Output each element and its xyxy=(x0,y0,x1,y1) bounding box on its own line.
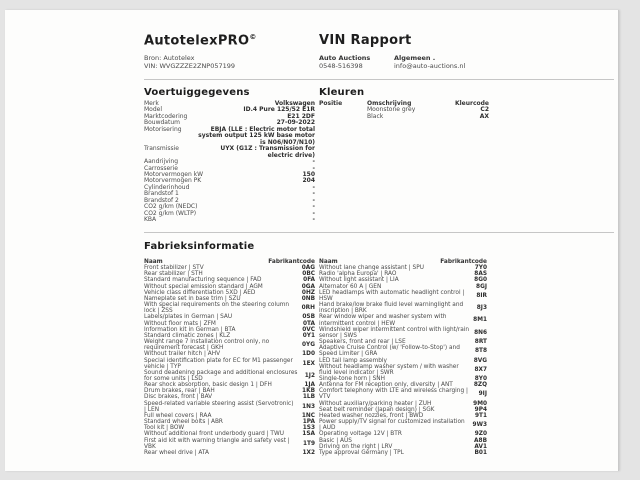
factory-item-code: 9T1 xyxy=(474,412,487,419)
factory-row xyxy=(319,290,487,302)
factory-rows xyxy=(144,265,315,456)
section-divider xyxy=(144,232,614,233)
field-value: UYX (G1Z : Transmission for electric drive) xyxy=(220,145,315,159)
field-value: 150 xyxy=(302,170,315,178)
field-label: KBA xyxy=(144,216,157,224)
field-label: Marktcodering xyxy=(144,112,188,120)
contact-block xyxy=(394,54,465,70)
factory-item-name: Weight range 7 installation control only, no requirement forecast | GKH xyxy=(144,339,270,352)
factory-item-name: Driving on the right | LRV xyxy=(319,443,393,450)
colors-table xyxy=(319,101,489,120)
factory-item-name: Rear shock absorption, basic design 1 | DFH xyxy=(144,382,272,389)
field-label: Transmissie xyxy=(144,145,179,153)
factory-item-code: 1D0 xyxy=(302,351,315,358)
page-title: VIN Rapport xyxy=(319,33,412,48)
factory-row xyxy=(144,339,315,351)
field-value: - xyxy=(312,158,315,166)
factory-header-naam: Naam xyxy=(319,259,338,265)
factory-item-code: 0SB xyxy=(302,314,315,321)
field-value: 27-09-2022 xyxy=(276,119,315,127)
factory-item-name: Comfort telephony with LTE and wireless charging | VTV xyxy=(319,388,468,401)
field-label: Merk xyxy=(144,100,159,107)
factory-row xyxy=(319,302,487,314)
company-name: Auto Auctions xyxy=(319,54,371,62)
factory-item-code: 8Y0 xyxy=(474,375,487,382)
factory-item-code: 1EX xyxy=(302,360,315,367)
factory-item-code: 1LB xyxy=(302,394,315,401)
field-label: Carrosserie xyxy=(144,164,179,172)
factory-item-code: 9W3 xyxy=(472,422,487,429)
factory-item-name: Sound deadening package and additional enclosures for some units | LSD xyxy=(144,369,298,382)
factory-item-code: 8T8 xyxy=(474,348,487,355)
colors-header-positie: Positie xyxy=(319,100,343,107)
factory-row xyxy=(144,302,315,314)
field-value: - xyxy=(312,190,315,198)
vehicle-data-table xyxy=(144,101,315,224)
factory-row xyxy=(144,401,315,413)
factory-row xyxy=(319,327,487,339)
factory-item-name: Without special emission standard | AGM xyxy=(144,283,263,290)
factory-item-code: 8G0 xyxy=(474,277,487,284)
factory-item-name: Radio 'alpha Europa' | RAO xyxy=(319,271,397,278)
factory-item-name: LED tail lamp assembly xyxy=(319,357,387,364)
factory-header-code: Fabrikantcode xyxy=(440,259,487,265)
factory-item-code: 8IR xyxy=(476,292,487,299)
factory-rows xyxy=(319,265,487,456)
factory-item-name: Special identification plate for EC for M1 passenger vehicle | TYP xyxy=(144,357,293,370)
factory-item-code: 8M1 xyxy=(473,317,487,324)
field-value: ID.4 Pure 125/52 E1R xyxy=(243,106,315,114)
colors-rows xyxy=(319,107,489,120)
report-page xyxy=(5,10,619,471)
factory-row xyxy=(319,314,487,326)
factory-item-name: Heated washer nozzles, front | BWD xyxy=(319,412,424,419)
field-value: - xyxy=(312,203,315,211)
factory-item-code: 1X2 xyxy=(302,449,315,456)
factory-item-code: 1S3 xyxy=(302,425,315,432)
factory-item-code: 9P4 xyxy=(474,406,487,413)
factory-item-code: 0FA xyxy=(303,277,315,284)
source-block xyxy=(144,54,235,70)
color-kleurcode: AX xyxy=(479,112,489,120)
factory-item-code: 8X7 xyxy=(474,366,487,373)
factory-row xyxy=(144,450,315,456)
factory-item-name: Without lane change assistant | SPU xyxy=(319,265,424,272)
company-phone: 0548-516398 xyxy=(319,62,363,70)
section-title-factory: Fabrieksinformatie xyxy=(144,241,255,252)
factory-item-code: 1J2 xyxy=(304,372,315,379)
factory-item-name: With special requirements on the steering column lock | ZSS xyxy=(144,302,290,315)
factory-item-name: Rear wheel drive | ATA xyxy=(144,449,209,456)
factory-item-name: Antenna for FM reception only, diversity | ANT xyxy=(319,382,453,389)
factory-item-name: Type approval Germany | TPL xyxy=(319,449,404,456)
field-label: Cylinderinhoud xyxy=(144,183,190,191)
header-divider xyxy=(144,79,614,80)
field-label: Aandrijving xyxy=(144,158,179,166)
factory-item-name: Seat belt reminder (Japan design) | SGK xyxy=(319,406,435,413)
factory-item-name: First aid kit with warning triangle and safety vest | VBK xyxy=(144,437,290,450)
vin-line: VIN: WVGZZZE2ZNP057199 xyxy=(144,62,236,70)
factory-item-name: Windshield wiper intermittent control with light/rain sensor | SWS xyxy=(319,326,470,339)
factory-item-code: 8N6 xyxy=(474,329,487,336)
factory-item-name: Standard manufacturing sequence | FAD xyxy=(144,277,262,284)
company-block xyxy=(319,54,370,70)
colors-header-omschrijving: Omschrijving xyxy=(367,100,412,107)
factory-item-name: LED headlamps with automatic headlight control | HSW xyxy=(319,289,465,302)
factory-item-code: 9M0 xyxy=(473,400,487,407)
factory-item-name: Standard wheel bolts | ABR xyxy=(144,419,223,426)
vehicle-data-row xyxy=(144,127,315,146)
section-title-vehicle: Voertuiggegevens xyxy=(144,87,250,98)
factory-item-code: 0GA xyxy=(301,283,315,290)
section-title-colors: Kleuren xyxy=(319,87,365,98)
factory-item-code: 0TA xyxy=(302,320,315,327)
factory-item-name: Standard climatic zones | KLZ xyxy=(144,332,231,339)
factory-item-code: 9Z0 xyxy=(474,431,487,438)
factory-table-left xyxy=(144,259,315,456)
field-label: Model xyxy=(144,106,163,114)
factory-item-code: 8VG xyxy=(473,357,487,364)
factory-item-name: Basic | AUS xyxy=(319,437,352,444)
factory-item-code: 1KB xyxy=(302,388,315,395)
field-label: Motorvermogen PK xyxy=(144,177,202,185)
factory-item-code: 0NB xyxy=(301,295,315,302)
factory-item-code: 1NC xyxy=(301,412,315,419)
factory-row xyxy=(144,370,315,382)
factory-item-name: Adaptive Cruise Control (w/ 'Follow-to-Stop') and Speed Limiter | GRA xyxy=(319,345,460,358)
factory-item-code: 8RT xyxy=(474,339,487,346)
brand-name: AutotelexPRO xyxy=(144,33,250,49)
factory-item-code: 0RH xyxy=(301,305,315,312)
factory-header-code: Fabrikantcode xyxy=(268,259,315,265)
color-row xyxy=(319,114,489,120)
factory-item-code: 0BC xyxy=(302,271,315,278)
factory-item-name: Drum brakes, rear | BAH xyxy=(144,388,215,395)
factory-item-name: Single-tone horn | SNH xyxy=(319,375,386,382)
factory-item-name: Hand brake/low brake fluid level warninglight and inscription | BRK xyxy=(319,302,464,315)
factory-row xyxy=(144,358,315,370)
field-value: 204 xyxy=(302,177,315,185)
factory-item-code: A8B xyxy=(474,437,487,444)
vehicle-data-row xyxy=(144,217,315,223)
factory-item-name: Without additional front underbody guard | TWU xyxy=(144,431,284,438)
factory-item-code: 0YG xyxy=(302,342,315,349)
field-value: - xyxy=(312,216,315,224)
field-value: Volkswagen xyxy=(274,100,315,107)
factory-item-name: Labels/plates in German | SAU xyxy=(144,314,233,321)
field-value: - xyxy=(312,164,315,172)
color-omschrijving: Moonstone grey xyxy=(367,106,416,114)
factory-row xyxy=(319,450,487,456)
factory-item-name: Power supply/TV signal for customized installation | AUD xyxy=(319,419,465,432)
factory-item-name: Tool kit | BOW xyxy=(144,425,185,432)
factory-item-name: Speakers, front and rear | LSE xyxy=(319,339,406,346)
factory-item-code: 7Y0 xyxy=(474,265,487,272)
field-value: - xyxy=(312,196,315,204)
color-kleurcode: C2 xyxy=(480,106,489,114)
factory-table-right xyxy=(319,259,487,456)
factory-item-code: 1SA xyxy=(302,431,315,438)
color-omschrijving: Black xyxy=(367,112,384,120)
factory-item-code: B01 xyxy=(474,449,487,456)
factory-item-code: AV1 xyxy=(474,443,487,450)
factory-item-name: Without trailer hitch | AHV xyxy=(144,351,221,358)
general-label: Algemeen . xyxy=(394,54,436,62)
colors-header-kleurcode: Kleurcode xyxy=(454,100,489,107)
field-value: - xyxy=(312,183,315,191)
factory-item-code: 1JA xyxy=(304,382,315,389)
factory-item-name: Information kit in German | BTA xyxy=(144,326,236,333)
factory-item-code: 8J3 xyxy=(476,305,487,312)
factory-item-name: Without auxiliary/parking heater | ZUH xyxy=(319,400,432,407)
factory-item-code: 1N3 xyxy=(302,403,315,410)
field-value: EBJA (LLE : Electric motor total system output 125 kW base motor is N06/N07/N10) xyxy=(198,125,315,146)
field-label: Bouwdatum xyxy=(144,119,180,127)
factory-item-code: 9IJ xyxy=(478,391,487,398)
color-positie xyxy=(319,114,367,120)
copyright-mark: © xyxy=(249,33,257,41)
factory-item-code: 0AG xyxy=(301,265,315,272)
factory-row xyxy=(319,419,487,431)
field-label: CO2 g/km (WLTP) xyxy=(144,209,197,217)
factory-item-name: Rear stabilizer | STH xyxy=(144,271,203,278)
brand-logo xyxy=(144,33,257,48)
factory-item-code: 8GJ xyxy=(476,283,487,290)
field-value: - xyxy=(312,209,315,217)
factory-item-code: 1T9 xyxy=(302,440,315,447)
field-label: Motorisering xyxy=(144,125,182,133)
factory-item-code: 1PA xyxy=(302,419,315,426)
field-label: Motorvermogen kW xyxy=(144,170,204,178)
field-label: CO2 g/km (NEDC) xyxy=(144,203,198,211)
factory-row xyxy=(144,438,315,450)
factory-item-name: Rear window wiper and washer system with intermittent control | HEW xyxy=(319,314,447,327)
factory-item-name: Disc brakes, front | BAV xyxy=(144,394,213,401)
factory-item-code: 0Y1 xyxy=(302,332,315,339)
factory-item-name: Front stabilizer | STV xyxy=(144,265,204,272)
factory-item-code: 0HZ xyxy=(301,289,315,296)
factory-item-name: Alternator 60 A | GEN xyxy=(319,283,382,290)
field-value: E21 2DF xyxy=(287,112,315,120)
factory-item-name: Operating voltage 12V | BTR xyxy=(319,431,402,438)
field-label: Brandstof 2 xyxy=(144,196,179,204)
factory-item-code: 8ZQ xyxy=(473,382,487,389)
factory-row xyxy=(319,345,487,357)
factory-item-name: Nameplate set in base trim | SZU xyxy=(144,295,241,302)
factory-row xyxy=(319,364,487,376)
factory-item-name: Vehicle class differentiation 5XD | AED xyxy=(144,289,256,296)
factory-row xyxy=(319,388,487,400)
factory-item-name: Without floor mats | ZFM xyxy=(144,320,216,327)
factory-item-name: Full wheel covers | RAA xyxy=(144,412,212,419)
factory-item-name: Speed-related variable steering assist (Servotronic) | LEN xyxy=(144,400,294,413)
factory-item-name: Without headlamp washer system / with washer fluid level indicator | SWR xyxy=(319,363,459,376)
factory-item-code: 0VC xyxy=(302,326,315,333)
factory-header-naam: Naam xyxy=(144,259,163,265)
source-line: Bron: Autotelex xyxy=(144,54,195,62)
field-label: Brandstof 1 xyxy=(144,190,179,198)
company-email: info@auto-auctions.nl xyxy=(394,62,466,70)
factory-item-name: Without light assistant | LIA xyxy=(319,277,399,284)
factory-item-code: 8AS xyxy=(474,271,487,278)
